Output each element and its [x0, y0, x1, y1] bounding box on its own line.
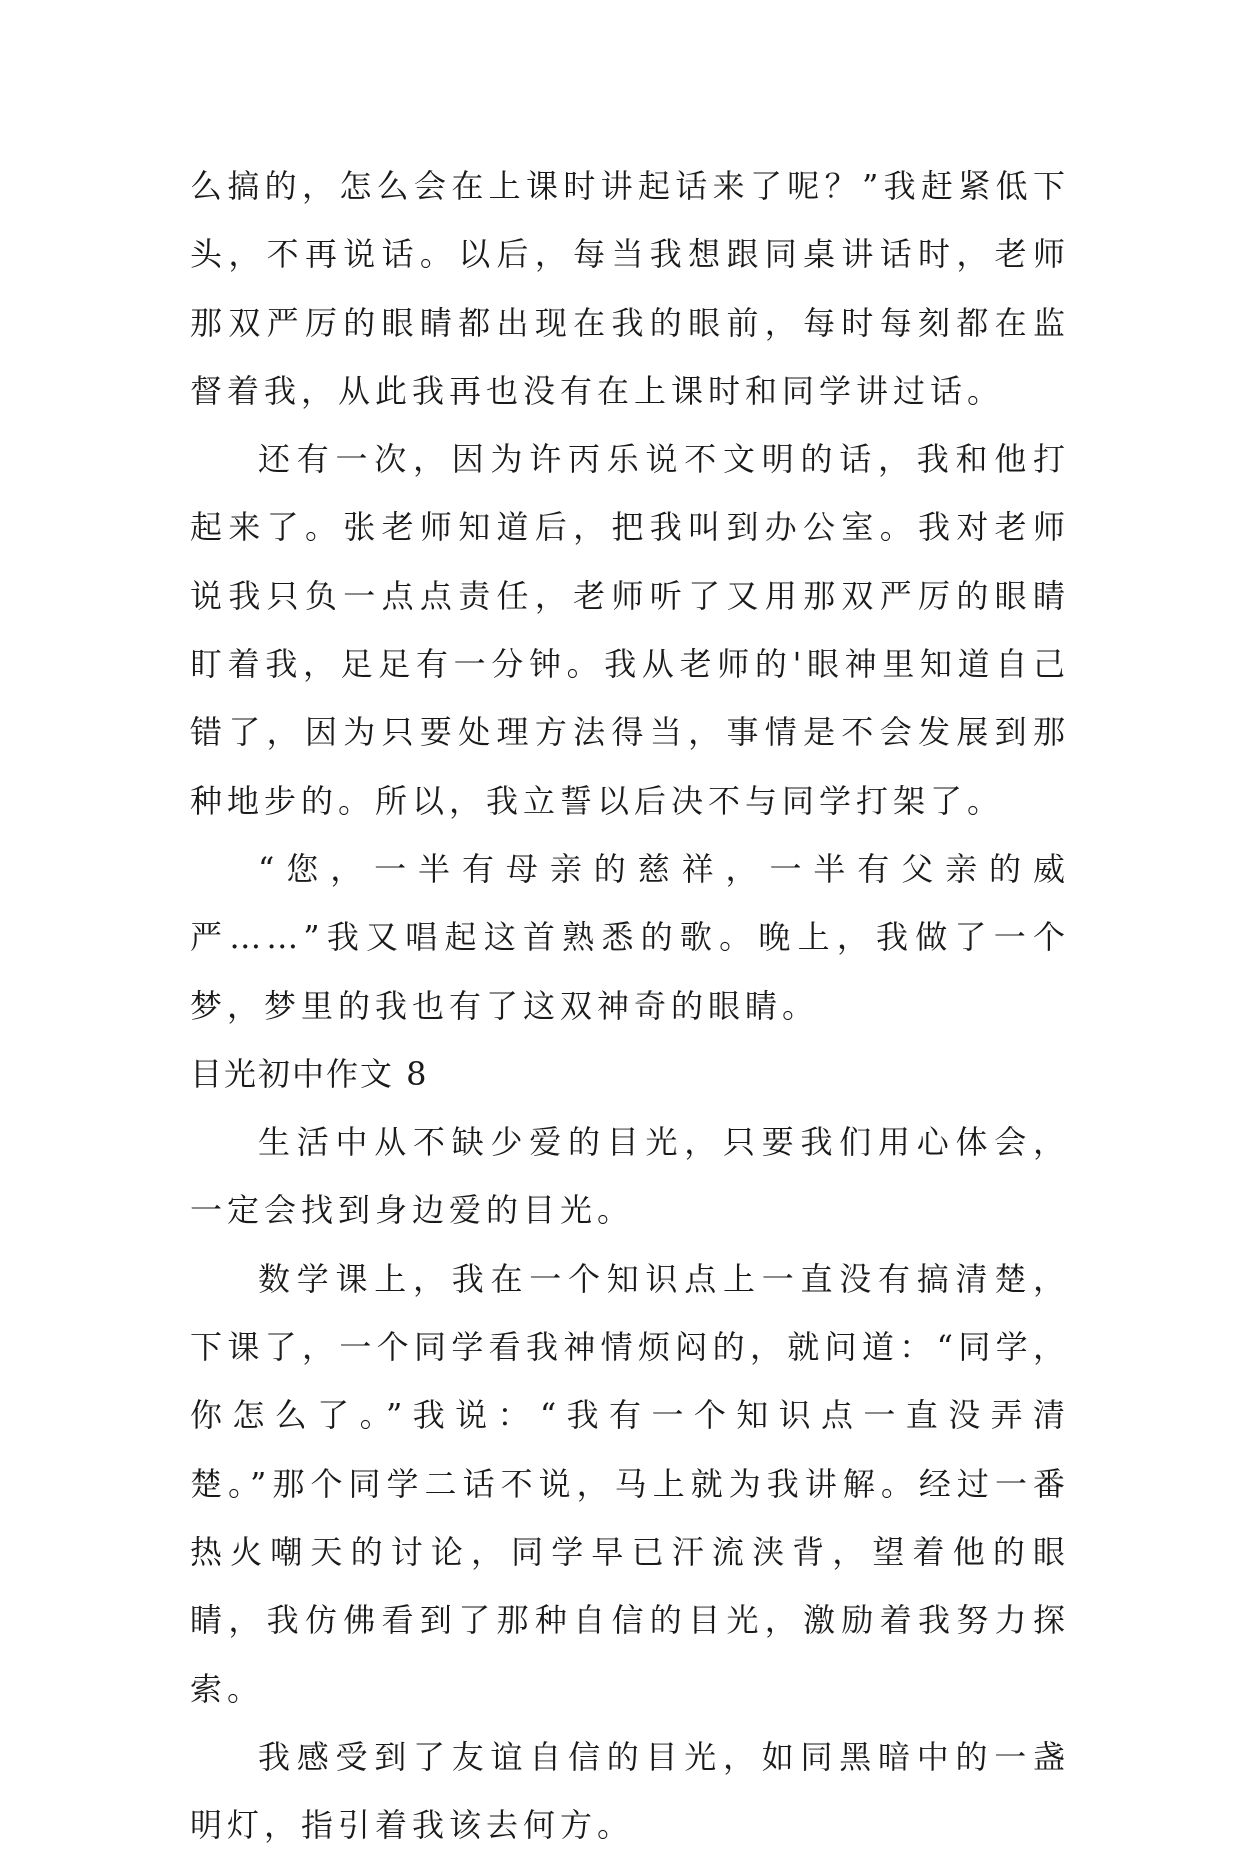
paragraph: 生活中从不缺少爱的目光，只要我们用心体会，一定会找到身边爱的目光。 — [190, 1123, 1070, 1230]
paragraph: 我感受到了友谊自信的目光，如同黑暗中的一盏明灯，指引着我该去何方。 — [190, 1737, 1070, 1845]
section-heading: 目光初中作文 8 — [190, 1054, 429, 1093]
paragraph: “您，一半有母亲的慈祥，一半有父亲的威严……”我又唱起这首熟悉的歌。晚上，我做了一个梦，梦里的我也有了这双神奇的眼睛。 — [190, 849, 1070, 1025]
paragraph: 还有一次，因为许丙乐说不文明的话，我和他打起来了。张老师知道后，把我叫到办公室。我对老师说我只负一点点责任，老师听了又用那双严厉的眼睛盯着我，足足有一分钟。我从老师的'眼神里知道自己错了，因为只要处理方法得当，事情是不会发展到那种地步的。所以，我立誓以后决不与同学打架了。 — [190, 440, 1070, 820]
document-body — [190, 152, 1070, 1859]
paragraph: 数学课上，我在一个知识点上一直没有搞清楚，下课了，一个同学看我神情烦闷的，就问道：“同学，你怎么了。”我说：“我有一个知识点一直没弄清楚。”那个同学二话不说，马上就为我讲解。经过一番热火嘲天的讨论，同学早已汗流浃背，望着他的眼睛，我仿佛看到了那种自信的目光，激励着我努力探索。 — [190, 1259, 1070, 1708]
paragraph: 么搞的，怎么会在上课时讲起话来了呢？”我赶紧低下头，不再说话。以后，每当我想跟同桌讲话时，老师那双严厉的眼睛都出现在我的眼前，每时每刻都在监督着我，从此我再也没有在上课时和同学讲过话。 — [190, 167, 1070, 410]
